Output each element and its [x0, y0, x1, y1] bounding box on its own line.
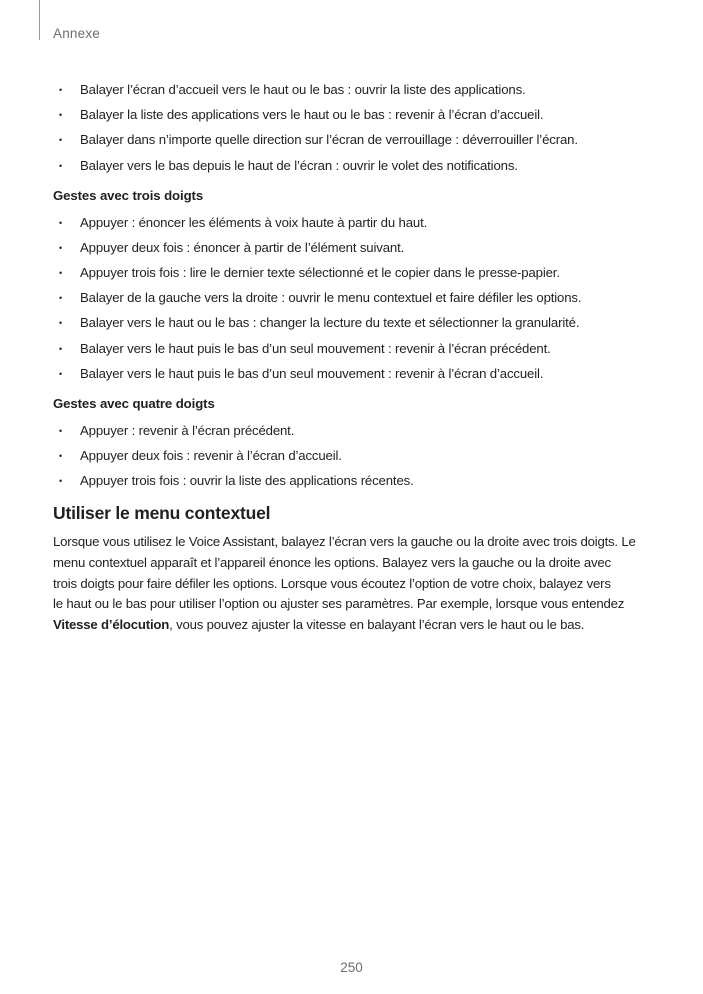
bullet-icon: •: [59, 450, 63, 461]
list-item: • Balayer vers le bas depuis le haut de l’écran : ouvrir le volet des notifications.: [59, 157, 518, 173]
paragraph-line: Vitesse d’élocution, vous pouvez ajuster la vitesse en balayant l’écran vers le haut ou le bas.: [53, 617, 585, 633]
intro-gesture-list: [53, 81, 653, 175]
bullet-icon: •: [59, 368, 63, 379]
bullet-icon: •: [59, 425, 63, 436]
three-fingers-heading: Gestes avec trois doigts: [53, 187, 204, 203]
list-item: • Balayer vers le haut puis le bas d’un seul mouvement : revenir à l’écran précédent.: [59, 340, 551, 356]
list-item: • Appuyer deux fois : revenir à l’écran d’accueil.: [59, 447, 342, 463]
running-head: Annexe: [53, 26, 100, 41]
bullet-icon: •: [59, 160, 63, 171]
speech-rate-term: Vitesse d’élocution: [53, 617, 170, 633]
bullet-icon: •: [59, 217, 63, 228]
page-number: 250: [340, 960, 363, 975]
four-fingers-list: [53, 422, 653, 490]
bullet-icon: •: [59, 242, 63, 253]
bullet-icon: •: [59, 267, 63, 278]
bullet-icon: •: [59, 476, 63, 487]
bullet-icon: •: [59, 85, 63, 95]
margin-rule: [39, 0, 40, 40]
paragraph-line: Lorsque vous utilisez le Voice Assistant, balayez l’écran vers la gauche ou la droite avec trois doigts. Le: [53, 534, 636, 550]
list-item: • Appuyer trois fois : lire le dernier texte sélectionné et le copier dans le presse-papier.: [59, 264, 560, 280]
list-item: • Appuyer : énoncer les éléments à voix haute à partir du haut.: [59, 214, 428, 230]
list-item: • Appuyer deux fois : énoncer à partir de l’élément suivant.: [59, 239, 405, 255]
list-item: • Balayer de la gauche vers la droite : ouvrir le menu contextuel et faire défiler les options.: [59, 290, 582, 306]
paragraph-line: trois doigts pour faire défiler les options. Lorsque vous écoutez l’option de votre choix, balayez vers: [53, 575, 611, 591]
list-item: • Balayer vers le haut ou le bas : changer la lecture du texte et sélectionner la granularité.: [59, 315, 580, 331]
bullet-icon: •: [59, 293, 63, 304]
bullet-icon: •: [59, 135, 63, 146]
list-item: • Balayer dans n’importe quelle direction sur l’écran de verrouillage : déverrouiller l’écran.: [59, 132, 578, 148]
bullet-icon: •: [59, 110, 63, 121]
list-item: • Balayer l’écran d’accueil vers le haut ou le bas : ouvrir la liste des applications.: [59, 82, 526, 97]
four-fingers-heading: Gestes avec quatre doigts: [53, 395, 215, 411]
list-item: • Balayer vers le haut puis le bas d’un seul mouvement : revenir à l’écran d’accueil.: [59, 365, 544, 381]
list-item: • Balayer la liste des applications vers le haut ou le bas : revenir à l’écran d’accueil.: [59, 107, 544, 123]
paragraph-line: le haut ou le bas pour utiliser l’option ou ajuster ses paramètres. Par exemple, lorsque vous entendez: [53, 596, 625, 612]
bullet-icon: •: [59, 343, 63, 354]
three-fingers-list: [53, 214, 653, 383]
page-content: [53, 81, 653, 636]
context-menu-paragraph: [53, 532, 653, 636]
list-item: • Appuyer : revenir à l’écran précédent.: [59, 422, 295, 438]
paragraph-line: menu contextuel apparaît et l’appareil énonce les options. Balayez vers la gauche ou la droite avec: [53, 554, 611, 570]
list-item: • Appuyer trois fois : ouvrir la liste des applications récentes.: [59, 473, 414, 489]
section-title: Utiliser le menu contextuel: [53, 503, 271, 524]
bullet-icon: •: [59, 318, 63, 329]
